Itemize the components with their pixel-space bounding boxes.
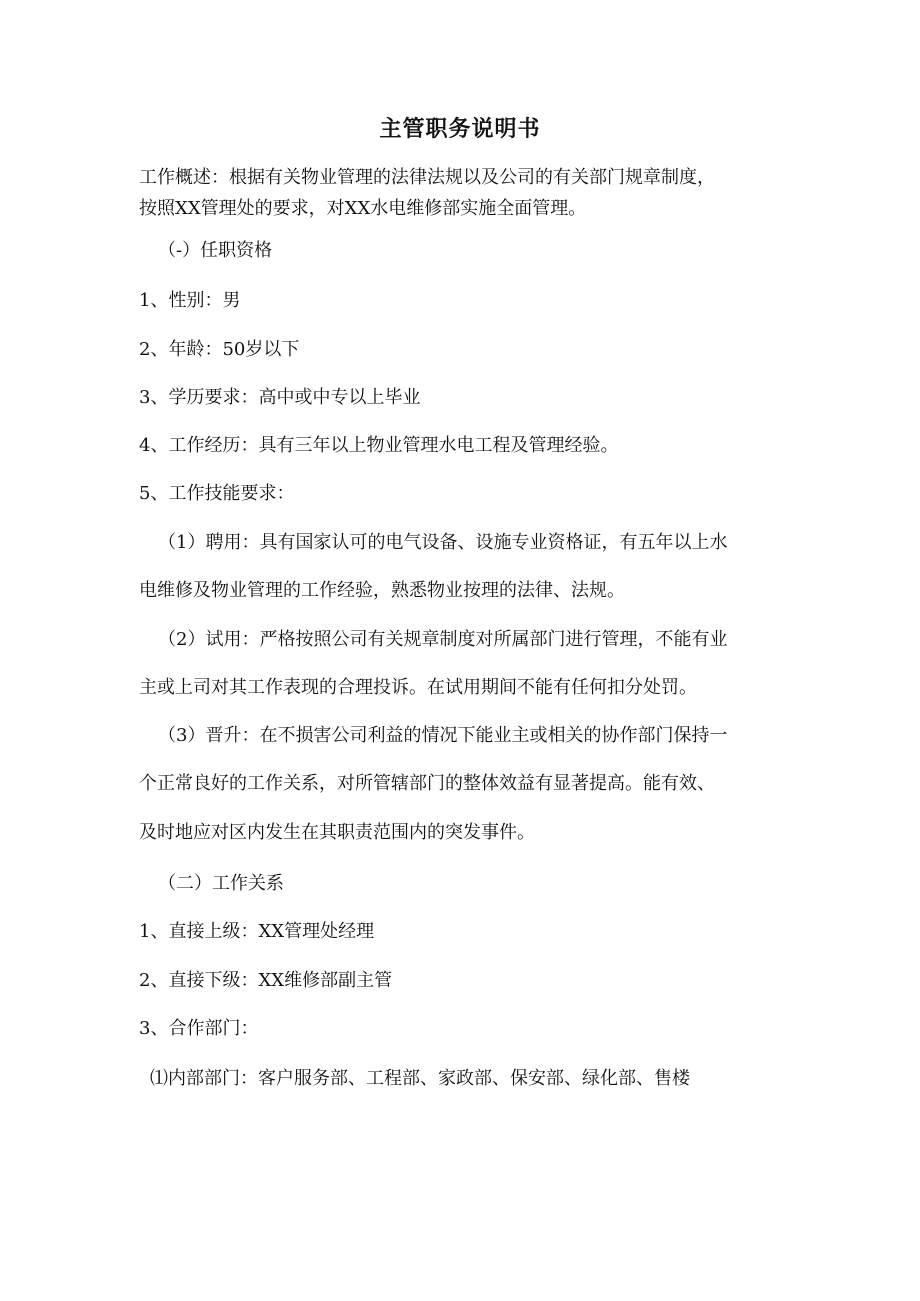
section-heading-qualifications: （-）任职资格 — [158, 240, 273, 261]
sub-item-internal-departments: ⑴内部部门：客户服务部、工程部、家政部、保安部、绿化部、售楼 — [150, 1068, 690, 1089]
list-item-gender: 1、性别：男 — [139, 290, 241, 311]
overview-line-1: 工作概述：根据有关物业管理的法律法规以及公司的有关部门规章制度， — [139, 167, 715, 188]
list-item-direct-superior: 1、直接上级：XX管理处经理 — [139, 921, 375, 942]
skill-trial-line-1: （2）试用：严格按照公司有关规章制度对所属部门进行管理，不能有业 — [158, 629, 728, 650]
skill-hire-line-1: （1）聘用：具有国家认可的电气设备、设施专业资格证，有五年以上水 — [158, 532, 728, 553]
document-title: 主管职务说明书 — [379, 117, 541, 142]
list-item-education: 3、学历要求：高中或中专以上毕业 — [139, 387, 421, 408]
list-item-experience: 4、工作经历：具有三年以上物业管理水电工程及管理经验。 — [139, 435, 619, 456]
overview-line-2: 按照XX管理处的要求，对XX水电维修部实施全面管理。 — [139, 198, 587, 219]
skill-promotion-line-2: 个正常良好的工作关系，对所管辖部门的整体效益有显著提高。能有效、 — [139, 773, 715, 794]
list-item-skills: 5、工作技能要求： — [139, 483, 295, 504]
list-item-direct-subordinate: 2、直接下级：XX维修部副主管 — [139, 970, 393, 991]
skill-promotion-line-1: （3）晋升：在不损害公司利益的情况下能业主或相关的协作部门保持一 — [158, 725, 728, 746]
skill-promotion-line-3: 及时地应对区内发生在其职责范围内的突发事件。 — [139, 822, 535, 843]
section-heading-relations: （二）工作关系 — [158, 873, 284, 894]
list-item-cooperating-departments: 3、合作部门： — [139, 1018, 259, 1039]
skill-hire-line-2: 电维修及物业管理的工作经验，熟悉物业按理的法律、法规。 — [139, 580, 625, 601]
skill-trial-line-2: 主或上司对其工作表现的合理投诉。在试用期间不能有任何扣分处罚。 — [139, 677, 697, 698]
list-item-age: 2、年龄：50岁以下 — [139, 339, 300, 360]
